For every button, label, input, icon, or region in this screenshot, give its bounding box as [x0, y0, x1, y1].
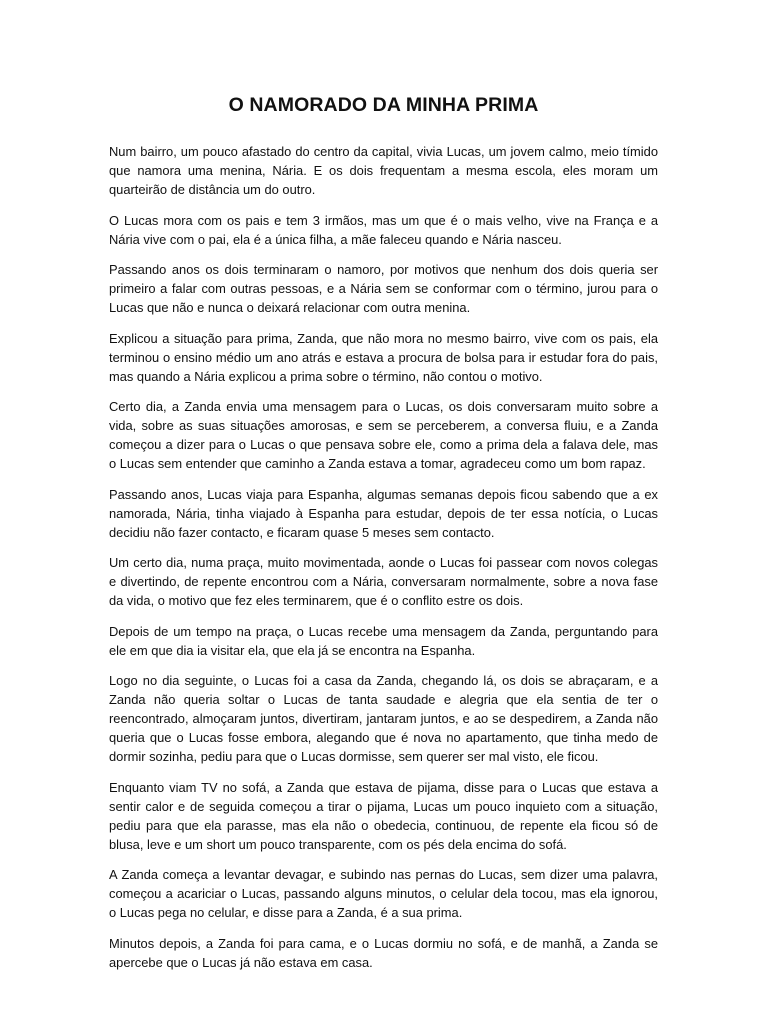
paragraph-1: Num bairro, um pouco afastado do centro da capital, vivia Lucas, um jovem calmo, meio tímido que namora uma menina, Nária. E os dois frequentam a mesma escola, eles moram um quarteirão de distância um do outro.: [109, 144, 658, 197]
document-body: [109, 142, 658, 972]
paragraph-5: Certo dia, a Zanda envia uma mensagem para o Lucas, os dois conversaram muito sobre a vida, sobre as suas situações amorosas, e sem se perceberem, a conversa fluiu, e a Zanda começou a dizer para o Lucas o que pensava sobre ele, como a prima dela a falava dele, mas o Lucas sem entender que caminho a Zanda estava a tomar, agradeceu como um bom rapaz.: [109, 399, 658, 471]
paragraph-10: Enquanto viam TV no sofá, a Zanda que estava de pijama, disse para o Lucas que estava a sentir calor e de seguida começou a tirar o pijama, Lucas um pouco inquieto com a situação, pediu para que ela parasse, mas ela não o obedecia, continuou, de repente ela ficou só de blusa, leve e um short um pouco transparente, com os pés dela encima do sofá.: [109, 779, 658, 852]
paragraph-4: Explicou a situação para prima, Zanda, que não mora no mesmo bairro, vive com os pais, ela terminou o ensino médio um ano atrás e estava a procura de bolsa para ir estudar fora do pais, mas quando a Nária explicou a prima sobre o término, não contou o motivo.: [109, 330, 658, 384]
paragraph-11: A Zanda começa a levantar devagar, e subindo nas pernas do Lucas, sem dizer uma palavra, começou a acariciar o Lucas, passando alguns minutos, o celular dela tocou, mas ela ignorou, o Lucas pega no celular, e disse para a Zanda, é a sua prima.: [109, 867, 658, 920]
paragraph-12: Minutos depois, a Zanda foi para cama, e o Lucas dormiu no sofá, e de manhã, a Zanda se apercebe que o Lucas já não estava em casa.: [109, 935, 658, 970]
paragraph-2: O Lucas mora com os pais e tem 3 irmãos, mas um que é o mais velho, vive na França e a Nária vive com o pai, ela é a única filha, a mãe faleceu quando e Nária nasceu.: [109, 212, 658, 247]
document-title: O NAMORADO DA MINHA PRIMA: [228, 94, 539, 116]
paragraph-7: Um certo dia, numa praça, muito movimentada, aonde o Lucas foi passear com novos colegas e divertindo, de repente encontrou com a Nária, conversaram normalmente, sobre a nova fase da vida, o motivo que fez eles terminarem, que é o conflito estre os dois.: [109, 555, 658, 608]
paragraph-9: Logo no dia seguinte, o Lucas foi a casa da Zanda, chegando lá, os dois se abraçaram, e a Zanda não queria soltar o Lucas de tanta saudade e alegria que ela sentia de ter o reencontrado, almoçaram juntos, divertiram, jantaram juntos, e ao se despedirem, a Zanda não queria que o Lucas fosse embora, alegando que é nova no apartamento, que tinha medo de dormir sozinha, pediu para que o Lucas dormisse, sem querer ser mal visto, ele ficou.: [109, 673, 658, 764]
document-page: [109, 92, 658, 983]
paragraph-6: Passando anos, Lucas viaja para Espanha, algumas semanas depois ficou sabendo que a ex namorada, Nária, tinha viajado à Espanha para estudar, depois de ter essa notícia, o Lucas decidiu não fazer contacto, e ficaram quase 5 meses sem contacto.: [109, 486, 658, 540]
paragraph-8: Depois de um tempo na praça, o Lucas recebe uma mensagem da Zanda, perguntando para ele em que dia ia visitar ela, que ela já se encontra na Espanha.: [109, 623, 658, 658]
paragraph-3: Passando anos os dois terminaram o namoro, por motivos que nenhum dos dois queria ser primeiro a falar com outras pessoas, e a Nária sem se conformar com o término, jurou para o Lucas que não e nunca o deixará relacionar com outra menina.: [109, 262, 658, 315]
